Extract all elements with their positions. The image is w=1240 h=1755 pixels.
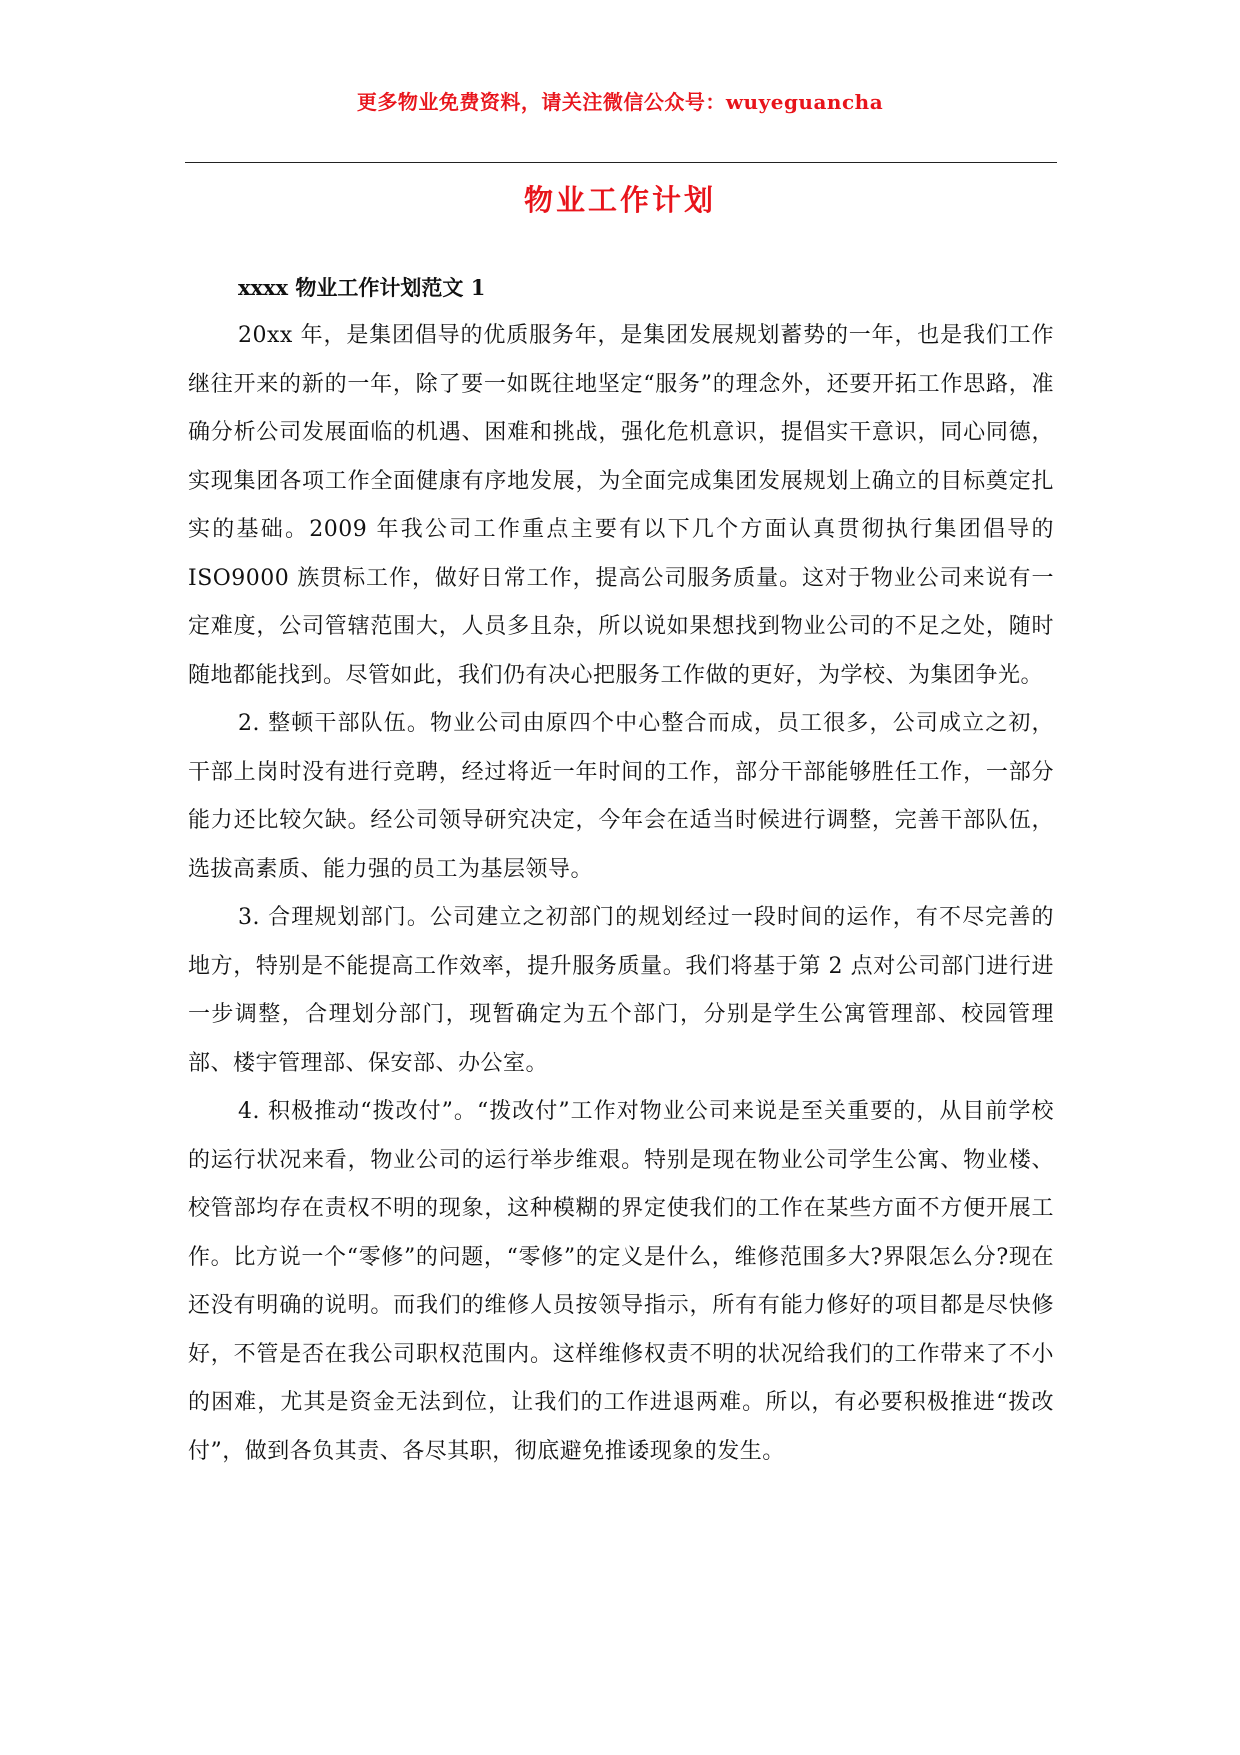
paragraph-item-3: 3. 合理规划部门。公司建立之初部门的规划经过一段时间的运作，有不尽完善的地方，特别是不能提高工作效率，提升服务质量。我们将基于第 2 点对公司部门进行进一步调整，合理划分部门，现暂确定为五个部门，分别是学生公寓管理部、校园管理部、楼宇管理部、保安部、办公室。 (188, 905, 1054, 1076)
document-body (188, 264, 1054, 1476)
header-promo-text: 更多物业免费资料，请关注微信公众号：wuyeguancha (356, 90, 884, 114)
header-divider (185, 162, 1057, 163)
paragraph-intro: 20xx 年，是集团倡导的优质服务年，是集团发展规划蓄势的一年，也是我们工作继往开来的新的一年，除了要一如既往地坚定“服务”的理念外，还要开拓工作思路，准确分析公司发展面临的机遇、困难和挑战，强化危机意识，提倡实干意识，同心同德，实现集团各项工作全面健康有序地发展，为全面完成集团发展规划上确立的目标奠定扎实的基础。2009 年我公司工作重点主要有以下几个方面认真贯彻执行集团倡导的 ISO9000 族贯标工作，做好日常工作，提高公司服务质量。这对于物业公司来说有一定难度，公司管辖范围大，人员多且杂，所以说如果想找到物业公司的不足之处，随时随地都能找到。尽管如此，我们仍有决心把服务工作做的更好，为学校、为集团争光。 (188, 323, 1054, 688)
paragraph-item-2: 2. 整顿干部队伍。物业公司由原四个中心整合而成，员工很多，公司成立之初，干部上岗时没有进行竞聘，经过将近一年时间的工作，部分干部能够胜任工作，一部分能力还比较欠缺。经公司领导研究决定，今年会在适当时候进行调整，完善干部队伍，选拔高素质、能力强的员工为基层领导。 (188, 711, 1054, 882)
paragraph-item-4: 4. 积极推动“拨改付”。“拨改付”工作对物业公司来说是至关重要的，从目前学校的运行状况来看，物业公司的运行举步维艰。特别是现在物业公司学生公寓、物业楼、校管部均存在责权不明的现象，这种模糊的界定使我们的工作在某些方面不方便开展工作。比方说一个“零修”的问题，“零修”的定义是什么，维修范围多大?界限怎么分?现在还没有明确的说明。而我们的维修人员按领导指示，所有有能力修好的项目都是尽快修好，不管是否在我公司职权范围内。这样维修权责不明的状况给我们的工作带来了不小的困难，尤其是资金无法到位，让我们的工作进退两难。所以，有必要积极推进“拨改付”，做到各负其责、各尽其职，彻底避免推诿现象的发生。 (188, 1099, 1054, 1464)
section-subtitle: xxxx 物业工作计划范文 1 (238, 275, 486, 300)
page-title: 物业工作计划 (523, 183, 716, 217)
